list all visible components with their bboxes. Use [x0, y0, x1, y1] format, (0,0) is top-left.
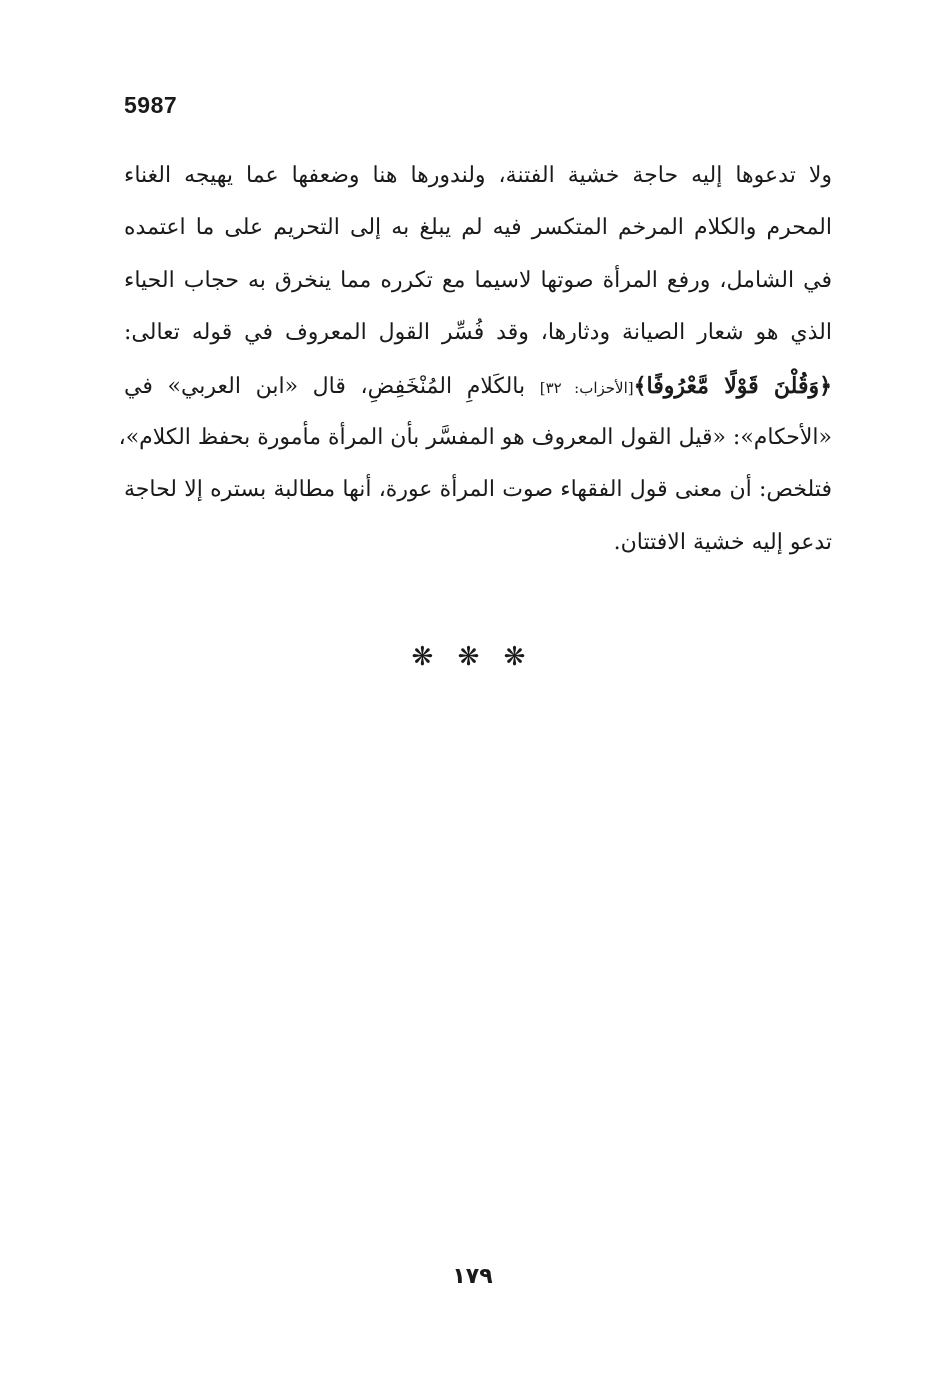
text-line: تدعو إليه خشية الافتتان. — [613, 529, 832, 555]
text-line: المحرم والكلام المرخم المتكسر فيه لم يبلغ به إلى التحريم على ما اعتمده — [124, 215, 832, 241]
text-segment: بالكَلامِ المُنْخَفِضِ، قال «ابن العربي» في — [124, 373, 540, 399]
section-divider: ❋ ❋ ❋ — [411, 642, 534, 672]
body-paragraph — [118, 150, 832, 569]
text-line: ولا تدعوها إليه حاجة خشية الفتنة، ولندورها هنا وضعفها عما يهيجه الغناء — [124, 163, 832, 188]
text-line: «الأحكام»: «قيل القول المعروف هو المفسَّر بأن المرأة مأمورة بحفظ الكلام»، — [118, 424, 832, 450]
page-number: ١٧٩ — [452, 1264, 493, 1289]
verse-reference: [الأحزاب: ٣٢] — [539, 378, 634, 397]
quran-verse: ﴿وَقُلْنَ قَوْلًا مَّعْرُوفًا﴾ — [633, 372, 832, 399]
page-id: 5987 — [124, 92, 178, 118]
text-line: في الشامل، ورفع المرأة صوتها لاسيما مع تكرره مما ينخرق به حجاب الحياء — [124, 267, 832, 293]
text-line: فتلخص: أن معنى قول الفقهاء صوت المرأة عورة، أنها مطالبة بستره إلا لحاجة — [124, 477, 832, 503]
text-line-with-verse — [124, 360, 832, 412]
text-line: الذي هو شعار الصيانة ودثارها، وقد فُسِّر القول المعروف في قوله تعالى: — [124, 320, 832, 346]
